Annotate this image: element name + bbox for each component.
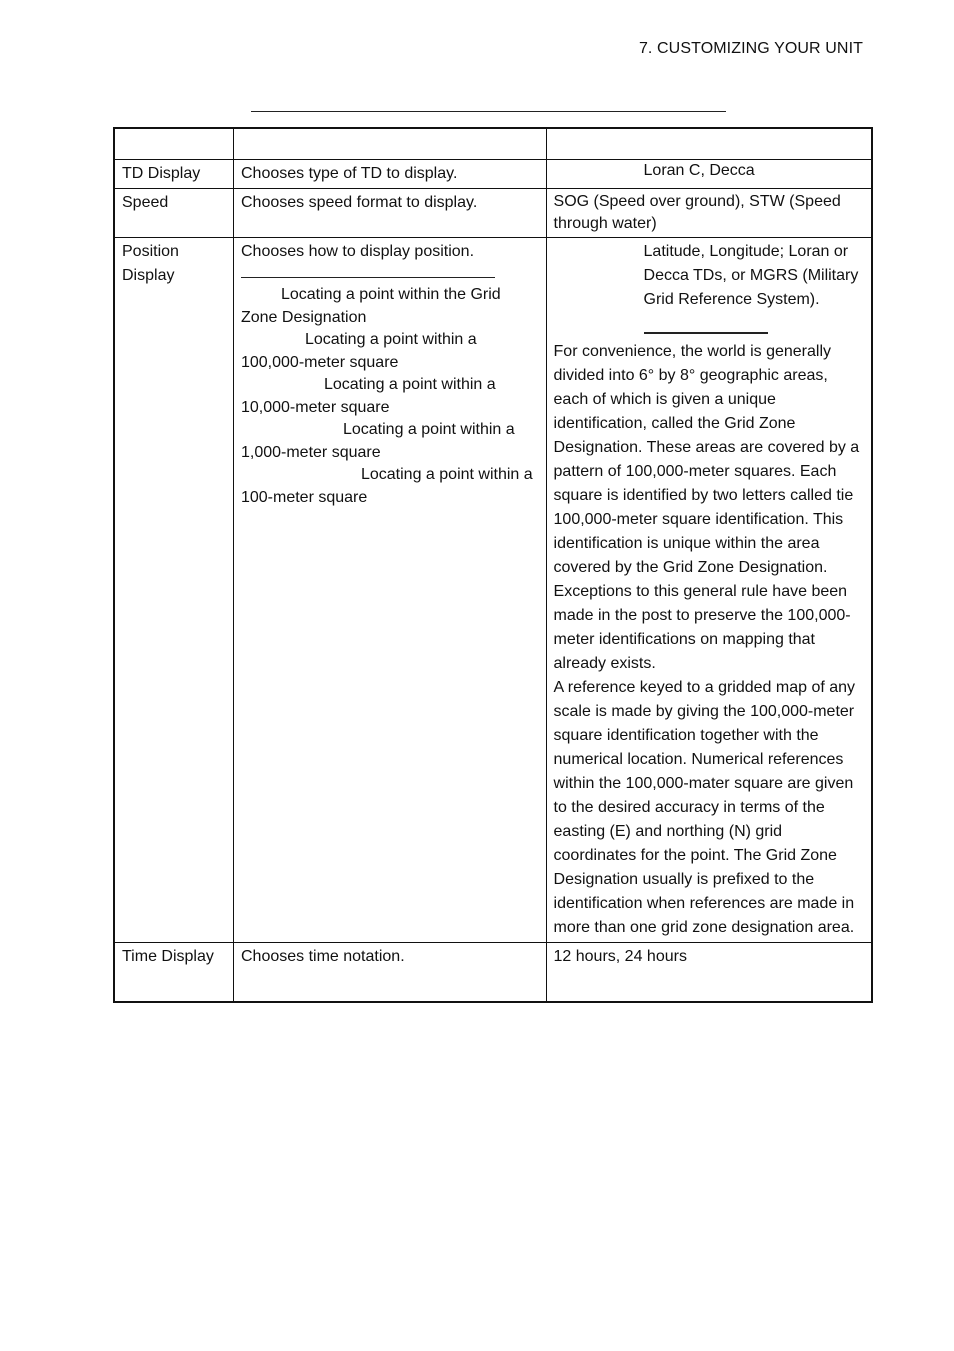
header-cell-options [546, 128, 872, 160]
header-cell-description [233, 128, 546, 160]
mgrs-note-rule [644, 332, 768, 334]
row-options [546, 238, 872, 943]
row-description: Chooses type of TD to display. [233, 160, 546, 189]
row-name: Position Display [114, 238, 233, 943]
mgrs-paragraph: A reference keyed to a gridded map of any scale is made by giving the 100,000-meter square identification together with the numerical location. Numerical references within the 100,000-mater square are given to the desired accuracy in terms of the easting (E) and northing (N) grid coordinates for the point. The Grid Zone Designation usually is prefixed to the identification when references are made in more than one grid zone designation area. [553, 679, 856, 936]
table-row [114, 943, 872, 1003]
mgrs-paragraph: For convenience, the world is generally divided into 6° by 8° geographic areas, each of which is given a unique identification, called the Grid Zone Designation. These areas are covered by a pattern of 100,000-meter squares. Each square is identified by two letters called tie 100,000-meter square identification. This identification is unique within the area covered by the Grid Zone Designation. Exceptions to this general rule have been made in the post to preserve the 100,000-meter identifications on mapping that already exists. [553, 343, 860, 672]
mgrs-item: Locating a point within a 100-meter square [240, 466, 533, 506]
row-name: Speed [114, 189, 233, 238]
table-header-row [114, 128, 872, 160]
mgrs-item: Locating a point within the Grid Zone Designation [240, 286, 501, 326]
position-options-text: Latitude, Longitude; Loran or Decca TDs, or MGRS (Military Grid Reference System). [643, 243, 859, 308]
row-description [233, 238, 546, 943]
mgrs-item: Locating a point within a 1,000-meter square [240, 421, 515, 461]
row-options: SOG (Speed over ground), STW (Speed through water) [546, 189, 872, 238]
row-description: Chooses speed format to display. [233, 189, 546, 238]
mgrs-item: Locating a point within a 100,000-meter square [240, 331, 477, 371]
menu-description-table [113, 127, 873, 1003]
row-name: TD Display [114, 160, 233, 189]
page-header-title: 7. CUSTOMIZING YOUR UNIT [638, 40, 863, 57]
table-row [114, 238, 872, 943]
table-row [114, 160, 872, 189]
row-options: 12 hours, 24 hours [546, 943, 872, 1003]
row-options [546, 160, 872, 189]
td-options-text: Loran C, Decca [643, 162, 755, 179]
header-cell-menu [114, 128, 233, 160]
mgrs-item: Locating a point within a 10,000-meter square [240, 376, 496, 416]
row-name: Time Display [114, 943, 233, 1003]
mgrs-heading-rule [241, 277, 495, 278]
title-underline [251, 111, 726, 112]
table-row [114, 189, 872, 238]
position-description: Chooses how to display position. [240, 243, 475, 260]
row-description: Chooses time notation. [233, 943, 546, 1003]
